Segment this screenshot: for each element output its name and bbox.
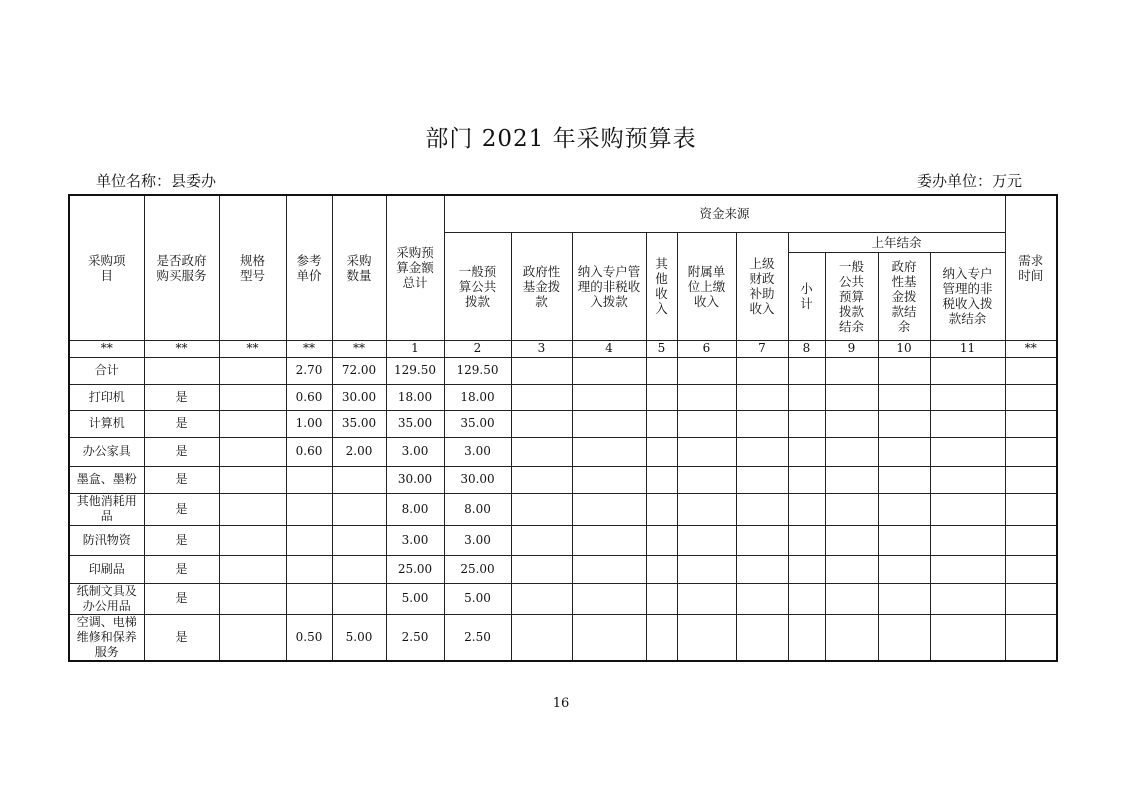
cell-empty bbox=[736, 525, 788, 555]
money-unit: 委办单位：万元 bbox=[916, 172, 1022, 190]
cell-empty bbox=[736, 357, 788, 384]
index-cell: ** bbox=[144, 340, 219, 357]
cell-empty bbox=[677, 583, 736, 614]
cell-empty bbox=[930, 437, 1005, 466]
cell-empty bbox=[572, 525, 646, 555]
header-need-time: 需求时间 bbox=[1005, 195, 1057, 340]
cell-empty bbox=[646, 583, 677, 614]
cell-budget-total: 5.00 bbox=[386, 583, 444, 614]
cell-gov-purchase: 是 bbox=[144, 583, 219, 614]
cell-empty bbox=[878, 357, 930, 384]
cell-empty bbox=[646, 493, 677, 525]
cell-empty bbox=[878, 614, 930, 661]
cell-general-budget: 129.50 bbox=[444, 357, 511, 384]
cell-empty bbox=[825, 466, 878, 493]
cell-general-budget: 5.00 bbox=[444, 583, 511, 614]
header-ly-special: 纳入专户管理的非税收入拨款结余 bbox=[930, 252, 1005, 340]
cell-spec bbox=[219, 437, 286, 466]
cell-empty bbox=[930, 357, 1005, 384]
cell-empty bbox=[878, 555, 930, 583]
cell-quantity bbox=[332, 583, 386, 614]
index-cell: ** bbox=[332, 340, 386, 357]
header-last-year: 上年结余 bbox=[788, 232, 1005, 252]
cell-empty bbox=[677, 555, 736, 583]
table-row bbox=[69, 614, 1057, 661]
cell-quantity bbox=[332, 493, 386, 525]
cell-empty bbox=[572, 614, 646, 661]
cell-empty bbox=[572, 466, 646, 493]
cell-general-budget: 8.00 bbox=[444, 493, 511, 525]
cell-budget-total: 30.00 bbox=[386, 466, 444, 493]
cell-empty bbox=[736, 410, 788, 437]
cell-empty bbox=[646, 555, 677, 583]
cell-quantity bbox=[332, 555, 386, 583]
cell-empty bbox=[677, 466, 736, 493]
cell-general-budget: 3.00 bbox=[444, 437, 511, 466]
procurement-budget-table bbox=[68, 194, 1058, 662]
cell-budget-total: 18.00 bbox=[386, 384, 444, 410]
header-spec: 规格型号 bbox=[219, 195, 286, 340]
table-row bbox=[69, 525, 1057, 555]
cell-general-budget: 35.00 bbox=[444, 410, 511, 437]
cell-empty bbox=[572, 410, 646, 437]
cell-empty bbox=[788, 583, 825, 614]
header-quantity: 采购数量 bbox=[332, 195, 386, 340]
cell-empty bbox=[1005, 555, 1057, 583]
cell-empty bbox=[511, 555, 572, 583]
cell-general-budget: 30.00 bbox=[444, 466, 511, 493]
index-cell: 2 bbox=[444, 340, 511, 357]
cell-spec bbox=[219, 357, 286, 384]
cell-empty bbox=[878, 384, 930, 410]
cell-spec bbox=[219, 583, 286, 614]
cell-empty bbox=[825, 384, 878, 410]
cell-empty bbox=[930, 466, 1005, 493]
cell-empty bbox=[646, 466, 677, 493]
cell-empty bbox=[878, 437, 930, 466]
header-affiliated: 附属单位上缴收入 bbox=[677, 232, 736, 340]
cell-item: 防汛物资 bbox=[69, 525, 144, 555]
cell-item: 墨盒、墨粉 bbox=[69, 466, 144, 493]
cell-item: 空调、电梯维修和保养服务 bbox=[69, 614, 144, 661]
page-number: 16 bbox=[552, 696, 570, 711]
cell-gov-purchase: 是 bbox=[144, 555, 219, 583]
index-cell: 7 bbox=[736, 340, 788, 357]
cell-empty bbox=[878, 493, 930, 525]
index-cell: 10 bbox=[878, 340, 930, 357]
cell-empty bbox=[572, 555, 646, 583]
cell-empty bbox=[736, 437, 788, 466]
cell-empty bbox=[878, 525, 930, 555]
cell-spec bbox=[219, 525, 286, 555]
cell-ref-price: 0.60 bbox=[286, 384, 332, 410]
cell-ref-price bbox=[286, 583, 332, 614]
index-row bbox=[69, 340, 1057, 357]
header-fund-source: 资金来源 bbox=[444, 195, 1005, 232]
cell-empty bbox=[511, 437, 572, 466]
cell-gov-purchase: 是 bbox=[144, 410, 219, 437]
cell-empty bbox=[878, 583, 930, 614]
cell-item: 打印机 bbox=[69, 384, 144, 410]
index-cell: 4 bbox=[572, 340, 646, 357]
cell-empty bbox=[930, 583, 1005, 614]
cell-quantity bbox=[332, 466, 386, 493]
index-cell: ** bbox=[1005, 340, 1057, 357]
unit-name: 单位名称：县委办 bbox=[96, 172, 217, 190]
cell-empty bbox=[511, 493, 572, 525]
cell-spec bbox=[219, 555, 286, 583]
cell-gov-purchase: 是 bbox=[144, 384, 219, 410]
cell-budget-total: 3.00 bbox=[386, 437, 444, 466]
cell-empty bbox=[677, 614, 736, 661]
cell-general-budget: 25.00 bbox=[444, 555, 511, 583]
cell-empty bbox=[646, 614, 677, 661]
header-budget-total: 采购预算金额总计 bbox=[386, 195, 444, 340]
cell-empty bbox=[930, 384, 1005, 410]
header-gov-fund: 政府性基金拨款 bbox=[511, 232, 572, 340]
cell-empty bbox=[572, 583, 646, 614]
cell-budget-total: 2.50 bbox=[386, 614, 444, 661]
cell-item: 办公家具 bbox=[69, 437, 144, 466]
cell-empty bbox=[825, 583, 878, 614]
header-ref-price: 参考单价 bbox=[286, 195, 332, 340]
cell-gov-purchase: 是 bbox=[144, 525, 219, 555]
table-row bbox=[69, 410, 1057, 437]
cell-empty bbox=[511, 384, 572, 410]
cell-empty bbox=[825, 614, 878, 661]
cell-general-budget: 18.00 bbox=[444, 384, 511, 410]
cell-empty bbox=[646, 525, 677, 555]
header-gov-purchase: 是否政府购买服务 bbox=[144, 195, 219, 340]
cell-item: 合计 bbox=[69, 357, 144, 384]
cell-item: 其他消耗用品 bbox=[69, 493, 144, 525]
page-title: 部门 2021 年采购预算表 bbox=[425, 126, 697, 152]
cell-empty bbox=[788, 384, 825, 410]
cell-empty bbox=[511, 466, 572, 493]
cell-empty bbox=[736, 555, 788, 583]
index-cell: 6 bbox=[677, 340, 736, 357]
cell-empty bbox=[788, 614, 825, 661]
table-row bbox=[69, 583, 1057, 614]
cell-empty bbox=[1005, 357, 1057, 384]
index-cell: ** bbox=[219, 340, 286, 357]
table-row bbox=[69, 357, 1057, 384]
cell-empty bbox=[930, 614, 1005, 661]
cell-ref-price: 0.50 bbox=[286, 614, 332, 661]
cell-empty bbox=[572, 384, 646, 410]
cell-empty bbox=[677, 437, 736, 466]
cell-empty bbox=[646, 384, 677, 410]
cell-budget-total: 3.00 bbox=[386, 525, 444, 555]
cell-quantity: 30.00 bbox=[332, 384, 386, 410]
cell-empty bbox=[572, 493, 646, 525]
cell-gov-purchase: 是 bbox=[144, 614, 219, 661]
cell-ref-price bbox=[286, 525, 332, 555]
index-cell: ** bbox=[286, 340, 332, 357]
cell-empty bbox=[511, 357, 572, 384]
header-item: 采购项目 bbox=[69, 195, 144, 340]
cell-ref-price: 1.00 bbox=[286, 410, 332, 437]
cell-empty bbox=[511, 583, 572, 614]
cell-item: 计算机 bbox=[69, 410, 144, 437]
index-cell: 5 bbox=[646, 340, 677, 357]
cell-empty bbox=[878, 466, 930, 493]
cell-empty bbox=[736, 466, 788, 493]
cell-empty bbox=[736, 583, 788, 614]
table-row bbox=[69, 466, 1057, 493]
cell-general-budget: 2.50 bbox=[444, 614, 511, 661]
cell-empty bbox=[930, 410, 1005, 437]
cell-ref-price: 0.60 bbox=[286, 437, 332, 466]
cell-empty bbox=[878, 410, 930, 437]
cell-empty bbox=[788, 466, 825, 493]
cell-quantity: 72.00 bbox=[332, 357, 386, 384]
table-row bbox=[69, 437, 1057, 466]
cell-gov-purchase: 是 bbox=[144, 466, 219, 493]
cell-ref-price bbox=[286, 555, 332, 583]
cell-empty bbox=[788, 437, 825, 466]
cell-quantity: 2.00 bbox=[332, 437, 386, 466]
cell-spec bbox=[219, 493, 286, 525]
cell-spec bbox=[219, 384, 286, 410]
cell-empty bbox=[788, 555, 825, 583]
cell-empty bbox=[825, 410, 878, 437]
header-ly-gov-fund: 政府性基金拨款结余 bbox=[878, 252, 930, 340]
cell-spec bbox=[219, 410, 286, 437]
cell-empty bbox=[677, 525, 736, 555]
cell-empty bbox=[825, 437, 878, 466]
cell-budget-total: 129.50 bbox=[386, 357, 444, 384]
cell-empty bbox=[677, 493, 736, 525]
table-row bbox=[69, 493, 1057, 525]
cell-budget-total: 35.00 bbox=[386, 410, 444, 437]
cell-empty bbox=[930, 493, 1005, 525]
cell-empty bbox=[572, 357, 646, 384]
cell-empty bbox=[788, 493, 825, 525]
header-general-budget: 一般预算公共拨款 bbox=[444, 232, 511, 340]
header-special-nontax: 纳入专户管理的非税收入拨款 bbox=[572, 232, 646, 340]
cell-empty bbox=[1005, 493, 1057, 525]
cell-gov-purchase: 是 bbox=[144, 437, 219, 466]
cell-empty bbox=[1005, 614, 1057, 661]
cell-ref-price bbox=[286, 466, 332, 493]
cell-empty bbox=[572, 437, 646, 466]
cell-budget-total: 8.00 bbox=[386, 493, 444, 525]
cell-quantity: 5.00 bbox=[332, 614, 386, 661]
cell-empty bbox=[646, 437, 677, 466]
cell-empty bbox=[736, 493, 788, 525]
cell-quantity bbox=[332, 525, 386, 555]
index-cell: 9 bbox=[825, 340, 878, 357]
cell-empty bbox=[1005, 384, 1057, 410]
cell-empty bbox=[677, 410, 736, 437]
cell-item: 印刷品 bbox=[69, 555, 144, 583]
cell-budget-total: 25.00 bbox=[386, 555, 444, 583]
header-subtotal: 小计 bbox=[788, 252, 825, 340]
cell-empty bbox=[825, 493, 878, 525]
cell-empty bbox=[788, 410, 825, 437]
cell-empty bbox=[930, 525, 1005, 555]
cell-empty bbox=[788, 357, 825, 384]
cell-empty bbox=[788, 525, 825, 555]
cell-ref-price bbox=[286, 493, 332, 525]
table-row bbox=[69, 384, 1057, 410]
cell-empty bbox=[825, 525, 878, 555]
cell-empty bbox=[511, 410, 572, 437]
cell-empty bbox=[646, 357, 677, 384]
cell-empty bbox=[677, 384, 736, 410]
cell-empty bbox=[736, 614, 788, 661]
table-row bbox=[69, 555, 1057, 583]
cell-empty bbox=[736, 384, 788, 410]
cell-empty bbox=[677, 357, 736, 384]
header-other: 其他收入 bbox=[646, 232, 677, 340]
index-cell: 8 bbox=[788, 340, 825, 357]
cell-item: 纸制文具及办公用品 bbox=[69, 583, 144, 614]
index-cell: 1 bbox=[386, 340, 444, 357]
cell-general-budget: 3.00 bbox=[444, 525, 511, 555]
cell-gov-purchase bbox=[144, 357, 219, 384]
cell-empty bbox=[825, 555, 878, 583]
cell-empty bbox=[511, 525, 572, 555]
cell-empty bbox=[1005, 525, 1057, 555]
cell-empty bbox=[1005, 583, 1057, 614]
cell-empty bbox=[1005, 410, 1057, 437]
cell-empty bbox=[646, 410, 677, 437]
header-ly-general: 一般公共预算拨款结余 bbox=[825, 252, 878, 340]
index-cell: 3 bbox=[511, 340, 572, 357]
cell-empty bbox=[511, 614, 572, 661]
index-cell: ** bbox=[69, 340, 144, 357]
cell-empty bbox=[825, 357, 878, 384]
cell-spec bbox=[219, 614, 286, 661]
cell-gov-purchase: 是 bbox=[144, 493, 219, 525]
cell-empty bbox=[1005, 437, 1057, 466]
cell-spec bbox=[219, 466, 286, 493]
cell-empty bbox=[930, 555, 1005, 583]
cell-quantity: 35.00 bbox=[332, 410, 386, 437]
cell-ref-price: 2.70 bbox=[286, 357, 332, 384]
cell-empty bbox=[1005, 466, 1057, 493]
index-cell: 11 bbox=[930, 340, 1005, 357]
header-superior: 上级财政补助收入 bbox=[736, 232, 788, 340]
